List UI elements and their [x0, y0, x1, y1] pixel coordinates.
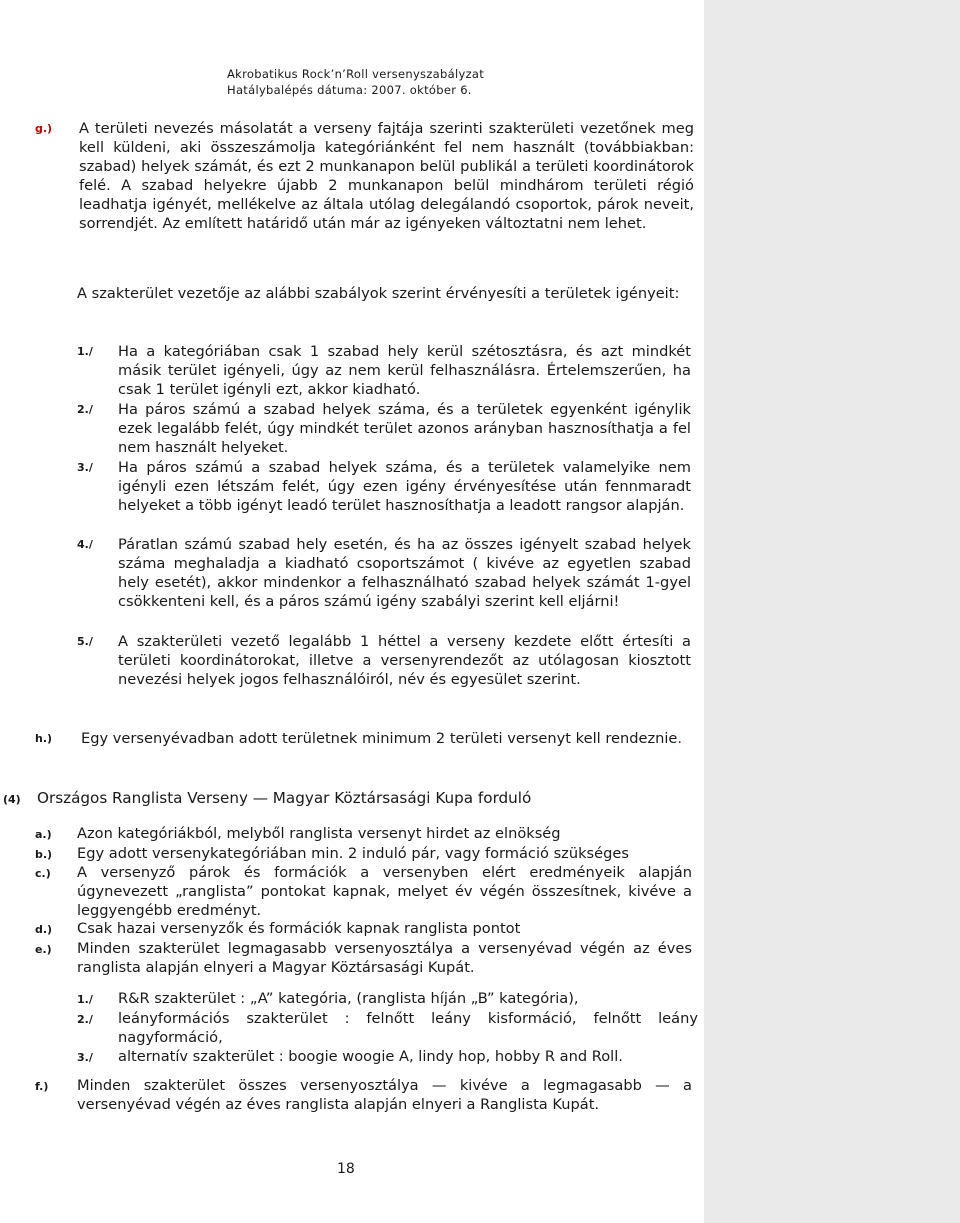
item-label: a.) [35, 828, 52, 841]
rule-text: Ha páros számú a szabad helyek száma, és a területek valamelyike nem igényli ezen létszám felét, úgy ezen igény érvényesítése után fennmaradt helyeket a több igényt leadó terület hasznosíthatja a leadott rangsor alapján. [118, 459, 691, 514]
item-label: b.) [35, 848, 53, 861]
item-text: A versenyző párok és formációk a versenyben elért eredményeik alapján úgynevezett „ranglista” pontokat kapnak, melyet év végén összesítnek, kivéve a leggyengébb eredményt. [77, 864, 692, 919]
subitem-text: R&R szakterület : „A” kategória, (ranglista híján „B” kategória), [118, 990, 579, 1007]
subitem-text: leányformációs szakterület : felnőtt leány kisformáció, felnőtt leány nagyformáció, [118, 1010, 698, 1046]
item-text: Egy adott versenykategóriában min. 2 induló pár, vagy formáció szükséges [77, 845, 629, 862]
section-h-label: h.) [35, 732, 53, 745]
rule-number: 1./ [77, 345, 93, 358]
rule-number: 4./ [77, 538, 93, 551]
item-label: c.) [35, 867, 51, 880]
item-text: Azon kategóriákból, melyből ranglista versenyt hirdet az elnökség [77, 825, 561, 842]
section-4-label: (4) [3, 793, 21, 806]
subitem-text: alternatív szakterület : boogie woogie A, lindy hop, hobby R and Roll. [118, 1048, 623, 1065]
header-effective-date: Hatálybalépés dátuma: 2007. október 6. [227, 83, 472, 97]
subitem-number: 1./ [77, 993, 93, 1006]
rule-number: 2./ [77, 403, 93, 416]
rule-text: Ha a kategóriában csak 1 szabad hely kerül szétosztásra, és azt mindkét másik terület igényeli, úgy az nem kerül felhasználásra. Értelemszerűen, ha csak 1 terület igényli ezt, akkor kiadható. [118, 343, 691, 398]
subitem-number: 2./ [77, 1013, 93, 1026]
rule-text: A szakterületi vezető legalább 1 héttel a verseny kezdete előtt értesíti a területi koordinátorokat, illetve a versenyrendezőt az utólagosan kiosztott nevezési helyek jogos felhasználóiról, név és egyesület szerint. [118, 633, 691, 688]
item-text: Csak hazai versenyzők és formációk kapnak ranglista pontot [77, 920, 521, 937]
item-label: d.) [35, 923, 53, 936]
header-title: Akrobatikus Rock’n’Roll versenyszabályzat [227, 67, 485, 81]
item-text: Minden szakterület összes versenyosztálya — kivéve a legmagasabb — a versenyévad végén az éves ranglista alapján elnyeri a Ranglista Kupát. [77, 1077, 692, 1113]
section-g-intro: A szakterület vezetője az alábbi szabályok szerint érvényesíti a területek igényeit: [77, 285, 680, 302]
item-label: e.) [35, 943, 52, 956]
rule-text: Páratlan számú szabad hely esetén, és ha az összes igényelt szabad helyek száma meghaladja a kiadható csoportszámot ( kivéve az egyetlen szabad hely esetét), akkor mindenkor a felhasználható szabad helyek számát 1-gyel csökkenteni kell, és a páros számú igény szabályi szerint kell eljárni! [118, 536, 691, 610]
section-4-title: Országos Ranglista Verseny — Magyar Köztársasági Kupa forduló [37, 789, 532, 807]
rule-number: 5./ [77, 635, 93, 648]
subitem-number: 3./ [77, 1051, 93, 1064]
rule-text: Ha páros számú a szabad helyek száma, és a területek egyenként igénylik ezek legalább felét, úgy mindkét terület azonos arányban hasznosíthatja a fel nem használt helyeket. [118, 401, 691, 456]
section-g-label: g.) [35, 122, 53, 135]
comment-margin-pane [704, 0, 960, 1223]
rule-number: 3./ [77, 461, 93, 474]
page-number: 18 [337, 1161, 355, 1177]
section-h-text: Egy versenyévadban adott területnek minimum 2 területi versenyt kell rendeznie. [81, 730, 683, 747]
section-g-text: A területi nevezés másolatát a verseny fajtája szerinti szakterületi vezetőnek meg kell küldeni, aki összeszámolja kategóriánként fel nem használt (továbbiakban: szabad) helyek számát, és ezt 2 munkanapon belül publikál a területi koordinátorok felé. A szabad helyekre újabb 2 munkanapon belül mindhárom területi régió leadhatja igényét, mellékelve az általa utólag delegálandó csoportok, párok neveit, sorrendjét. Az említett határidő után már az igényeken változtatni nem lehet. [79, 120, 694, 232]
item-label: f.) [35, 1080, 49, 1093]
item-text: Minden szakterület legmagasabb versenyosztálya a versenyévad végén az éves ranglista alapján elnyeri a Magyar Köztársasági Kupát. [77, 940, 692, 976]
